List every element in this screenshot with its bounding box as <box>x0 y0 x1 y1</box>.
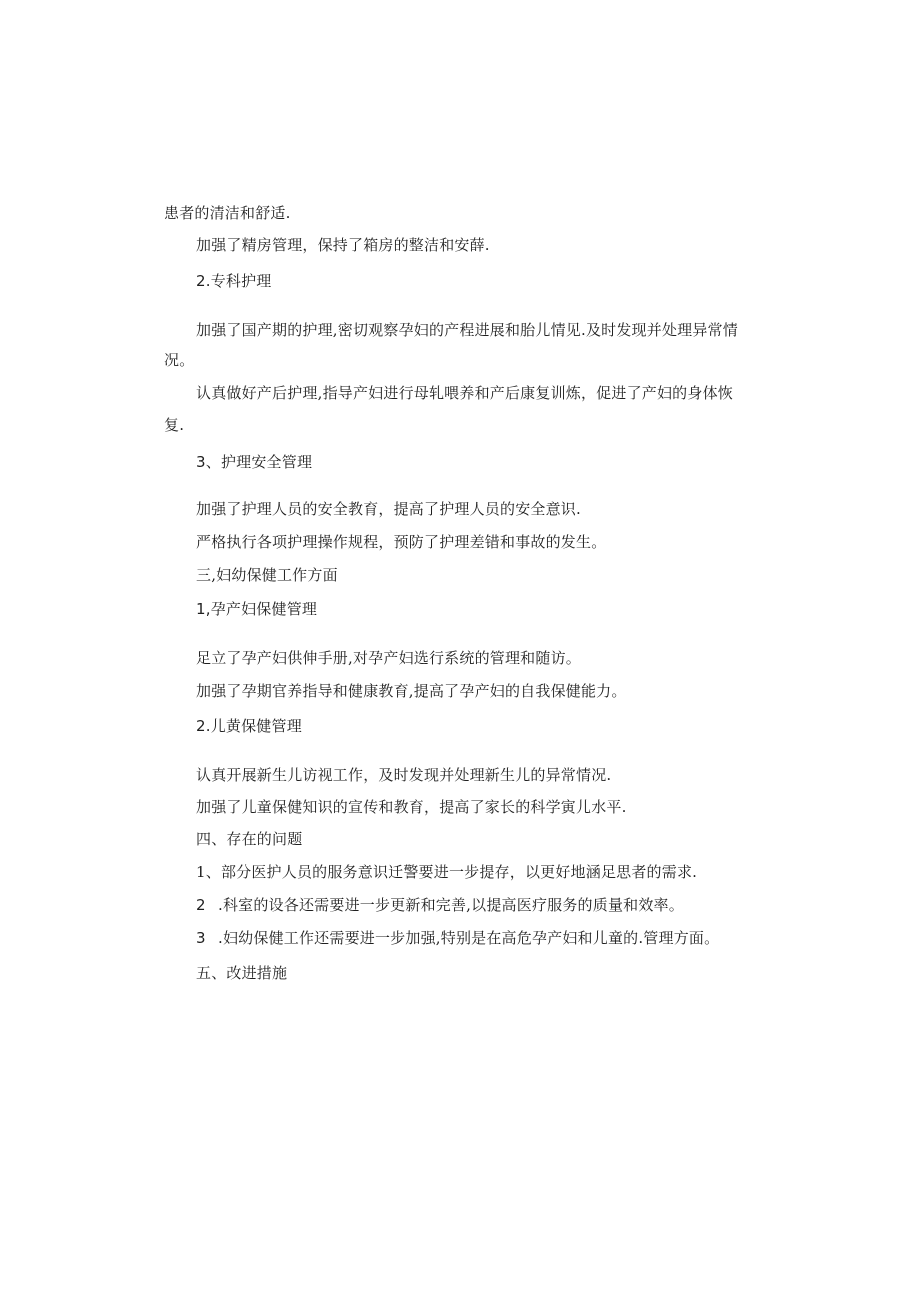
paragraph: 加强了孕期官养指导和健康教育,提高了孕产妇的自我保健能力。 <box>196 682 627 700</box>
issue-text: .科室的设各还需要进一步更新和完善,以提高医疗服务的质量和效率。 <box>218 896 684 914</box>
section-heading-issues: 四、存在的问题 <box>196 830 303 848</box>
paragraph: 足立了孕产妇供伸手册,对孕产妇选行系统的管理和随访。 <box>196 649 581 667</box>
issue-item: 1、部分医护人员的服务意识迁警要进一步提存，以更好地涵足思者的需求. <box>196 863 698 881</box>
issue-text: .妇幼保健工作还需要进一步加强,特别是在高危孕产妇和儿童的.管理方面。 <box>218 929 720 947</box>
subheading-specialty-nursing: 2.专科护理 <box>196 272 272 290</box>
subheading-child-care: 2.儿黄保健管理 <box>196 717 302 735</box>
paragraph: 认真做好产后护理,指导产妇进行母轧喂养和产后康复训炼，促进了产妇的身体恢 <box>196 384 733 402</box>
paragraph: 认真开展新生儿访视工作，及时发现并处理新生儿的异常情况. <box>196 766 612 784</box>
paragraph: 加强了精房管理，保持了箱房的整洁和安薛. <box>196 236 490 254</box>
paragraph: 严格执行各项护理操作规程，预防了护理差错和事故的发生。 <box>196 533 607 551</box>
paragraph: 加强了国产期的护理,密切观察孕妇的产程进展和胎儿情见.及时发现并处理异常情 <box>196 321 738 339</box>
section-heading-maternal-child: 三,妇幼保健工作方面 <box>196 566 338 584</box>
subheading-nursing-safety: 3、护理安全管理 <box>196 453 313 471</box>
paragraph-continuation: 复. <box>164 416 185 434</box>
subheading-maternal-care: 1,孕产妇保健管理 <box>196 600 318 618</box>
paragraph: 患者的清洁和舒适. <box>164 204 291 222</box>
issue-item <box>196 895 684 915</box>
paragraph: 加强了儿童保健知识的宣传和教育，提高了家长的科学寅儿水平. <box>196 798 627 816</box>
paragraph-continuation: 况。 <box>164 351 195 369</box>
issue-number: 3 <box>196 929 206 947</box>
issue-item <box>196 928 719 948</box>
paragraph: 加强了护理人员的安全教育，提高了护理人员的安全意识. <box>196 500 581 518</box>
section-heading-improvements: 五、改进措施 <box>196 964 288 982</box>
issue-number: 2 <box>196 896 206 914</box>
